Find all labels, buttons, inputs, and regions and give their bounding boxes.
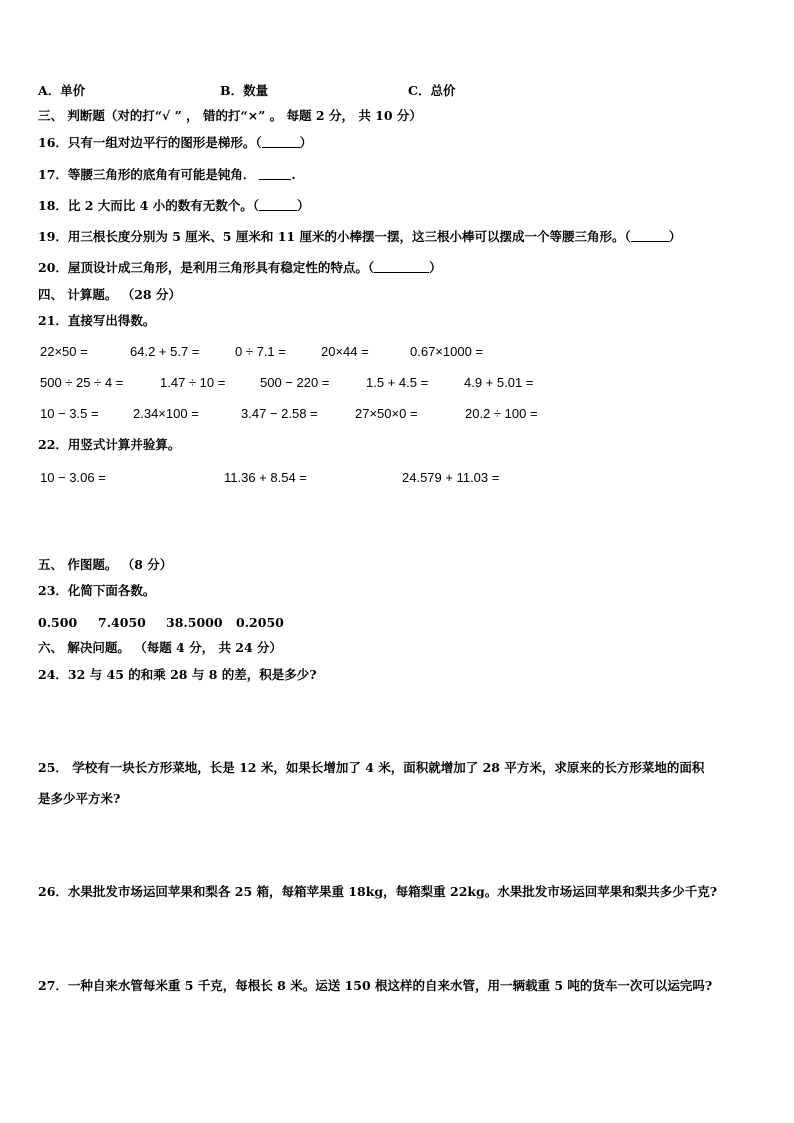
number-item: 0.2050	[236, 615, 284, 630]
question-17-text: 17．等腰三角形的底角有可能是钝角．	[38, 167, 256, 182]
answer-blank[interactable]	[374, 260, 429, 273]
question-18-text: 18．比 2 大而比 4 小的数有无数个。（	[38, 198, 259, 213]
calc-item: 1.5 + 4.5 =	[366, 375, 429, 390]
question-17	[38, 167, 296, 183]
choice-c: C．总价	[408, 83, 456, 98]
answer-blank[interactable]	[262, 135, 300, 148]
question-16-close: ）	[299, 135, 313, 150]
answer-blank[interactable]	[631, 229, 669, 242]
calc-item: 20×44 =	[321, 344, 369, 359]
calc-item: 4.9 + 5.01 =	[464, 375, 534, 390]
answer-blank[interactable]	[259, 198, 297, 211]
question-19	[38, 229, 681, 245]
calc-item: 2.34×100 =	[133, 406, 199, 421]
question-27: 27．一种自来水管每米重 5 千克，每根长 8 米。运送 150 根这样的自来水管，用一辆载重 5 吨的货车一次可以运完吗?	[38, 978, 713, 993]
section-4-title: 四、 计算题。 （28 分）	[38, 287, 181, 302]
calc-item: 1.47 ÷ 10 =	[160, 375, 226, 390]
question-16-text: 16．只有一组对边平行的图形是梯形。（	[38, 135, 262, 150]
calc-item: 27×50×0 =	[355, 406, 418, 421]
question-20-text: 20．屋顶设计成三角形，是利用三角形具有稳定性的特点。（	[38, 260, 375, 275]
question-20-close: ）	[429, 260, 442, 275]
question-24: 24．32 与 45 的和乘 28 与 8 的差，积是多少?	[38, 667, 317, 682]
choice-b: B．数量	[220, 83, 269, 98]
calc-item: 0 ÷ 7.1 =	[235, 344, 286, 359]
question-26: 26．水果批发市场运回苹果和梨各 25 箱，每箱苹果重 18kg，每箱梨重 22kg。水果批发市场运回苹果和梨共多少千克?	[38, 884, 718, 899]
calc-item: 500 − 220 =	[260, 375, 330, 390]
section-6-title: 六、 解决问题。 （每题 4 分， 共 24 分）	[38, 640, 283, 655]
question-18	[38, 198, 309, 214]
vertical-calc-item: 10 − 3.06 =	[40, 470, 106, 485]
question-16	[38, 135, 312, 151]
question-23: 23．化简下面各数。	[38, 583, 156, 598]
number-item: 7.4050	[98, 615, 146, 630]
question-19-text: 19．用三根长度分别为 5 厘米、5 厘米和 11 厘米的小棒摆一摆，这三根小棒可以摆成一个等腰三角形。（	[38, 229, 631, 244]
section-5-title: 五、 作图题。 （8 分）	[38, 557, 173, 572]
question-25-line-1: 25． 学校有一块长方形菜地，长是 12 米，如果长增加了 4 米，面积就增加了 28 平方米，求原来的长方形菜地的面积	[38, 760, 705, 775]
vertical-calc-item: 24.579 + 11.03 =	[402, 470, 500, 485]
calc-item: 500 ÷ 25 ÷ 4 =	[40, 375, 124, 390]
calc-item: 22×50 =	[40, 344, 88, 359]
question-22: 22．用竖式计算并验算。	[38, 437, 181, 452]
question-25-line-2: 是多少平方米?	[38, 791, 121, 806]
section-3-title: 三、 判断题（对的打“√ ” ， 错的打“×” 。 每题 2 分， 共 10 分）	[38, 108, 422, 123]
choice-a: A．单价	[38, 83, 86, 98]
calc-item: 0.67×1000 =	[410, 344, 484, 359]
number-item: 0.500	[38, 615, 78, 630]
question-18-close: ）	[296, 198, 310, 213]
calc-item: 10 − 3.5 =	[40, 406, 99, 421]
calc-item: 3.47 − 2.58 =	[241, 406, 318, 421]
question-19-close: ）	[668, 229, 682, 244]
question-21: 21．直接写出得数。	[38, 313, 156, 328]
vertical-calc-item: 11.36 + 8.54 =	[224, 470, 307, 485]
question-20	[38, 260, 442, 276]
answer-blank[interactable]	[259, 167, 291, 180]
calc-item: 20.2 ÷ 100 =	[465, 406, 538, 421]
number-item: 38.5000	[166, 615, 223, 630]
question-17-close: .	[291, 167, 296, 182]
calc-item: 64.2 + 5.7 =	[130, 344, 200, 359]
